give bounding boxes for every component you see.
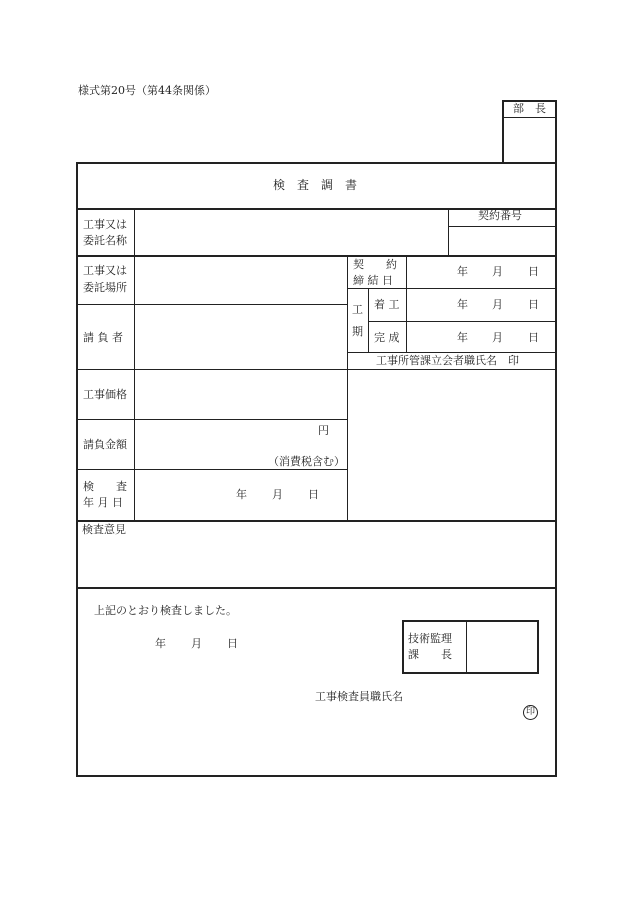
inspector-label: 工事検査員職氏名: [315, 690, 403, 703]
contractor-field[interactable]: [135, 305, 346, 368]
sign-year: 年: [155, 637, 166, 650]
start-label: 着 工: [374, 298, 400, 311]
sign-day: 日: [227, 637, 238, 650]
complete-month: 月: [492, 331, 503, 344]
opinion-label: 検査意見: [82, 523, 126, 536]
seal-text: 印: [525, 707, 535, 717]
yen-unit: 円: [318, 424, 329, 437]
sign-month: 月: [191, 637, 202, 650]
complete-label: 完 成: [374, 331, 400, 344]
seal-mark: [523, 705, 538, 720]
price-label: 工事価格: [83, 388, 127, 401]
amount-field[interactable]: [135, 420, 315, 468]
project-name-field[interactable]: [135, 209, 448, 255]
witness-label: 工事所管課立会者職氏名 印: [376, 354, 519, 367]
tech-label-1: 技術監理: [408, 632, 452, 645]
period-label-bottom: 期: [352, 325, 363, 338]
project-name-label-2: 委託名称: [83, 234, 127, 247]
project-place-label-2: 委託場所: [83, 281, 127, 294]
form-number: 様式第20号（第44条関係）: [78, 84, 216, 97]
complete-year: 年: [457, 331, 468, 344]
inspection-day: 日: [308, 488, 319, 501]
tech-seal-field[interactable]: [467, 622, 537, 672]
project-place-field[interactable]: [135, 257, 346, 303]
witness-field[interactable]: [348, 370, 556, 520]
contractor-label: 請 負 者: [83, 331, 123, 344]
contract-month: 月: [492, 265, 503, 278]
complete-day: 日: [528, 331, 539, 344]
contract-day: 日: [528, 265, 539, 278]
contract-year: 年: [457, 265, 468, 278]
inspection-date-label-bottom: 年 月 日: [83, 496, 123, 509]
opinion-field[interactable]: [78, 538, 555, 586]
inspection-date-label-top: 検 査: [83, 480, 127, 493]
period-label-top: 工: [352, 303, 363, 316]
contract-date-label-bottom: 締 結 日: [353, 274, 393, 287]
project-place-label-1: 工事又は: [83, 264, 127, 277]
tax-note: （消費税含む）: [268, 455, 345, 468]
bucho-label: 部 長: [513, 102, 546, 115]
project-name-label-1: 工事又は: [83, 218, 127, 231]
inspection-year: 年: [236, 488, 247, 501]
contract-date-label-top: 契 約: [353, 258, 397, 271]
start-month: 月: [492, 298, 503, 311]
start-day: 日: [528, 298, 539, 311]
amount-label: 請負金額: [83, 438, 127, 451]
statement: 上記のとおり検査しました。: [94, 604, 237, 617]
contract-no-label: 契約番号: [478, 209, 522, 222]
form-title: 検 査 調 書: [273, 178, 358, 192]
price-field[interactable]: [135, 370, 346, 418]
contract-no-field[interactable]: [449, 227, 556, 255]
tech-label-2: 課 長: [408, 648, 452, 661]
start-year: 年: [457, 298, 468, 311]
inspection-month: 月: [272, 488, 283, 501]
